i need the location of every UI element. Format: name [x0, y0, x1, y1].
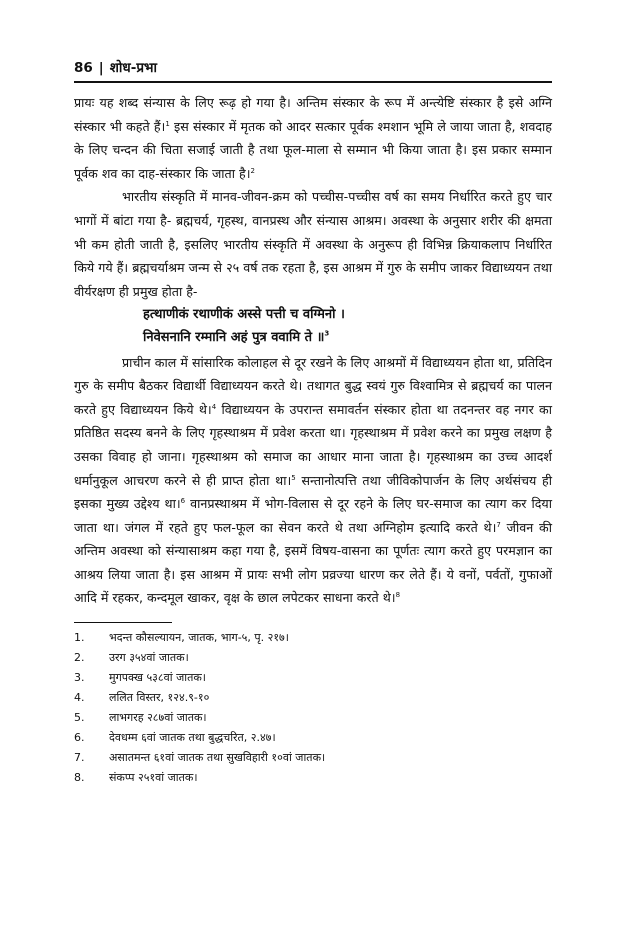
footnote-ref-4: 4 [211, 402, 217, 411]
paragraph-3-text-a: प्राचीन काल में सांसारिक कोलाहल से दूर रखने के लिए आश्रमों में विद्याध्ययन होता था, प्रतिदिन गुरु के समीप बैठकर विद्यार्थी विद्याध्ययन करते थे। तथागत बुद्ध स्वयं गुरु विश्वामित्र से ब्रह्मचर्य का पालन करते हुए विद्याध्ययन किये थे। [74, 354, 552, 417]
footnote-text: लाभगरह २८७वां जातक। [109, 711, 207, 725]
footnote-item [74, 688, 552, 708]
paragraph-2 [74, 185, 552, 303]
footnote-text: मुगपक्ख ५३८वां जातक। [109, 671, 206, 685]
paragraph-3-text-c: सन्तानोत्पत्ति तथा जीविकोपार्जन के लिए अर्थसंचय ही इसका मुख्य उद्देश्य था। [74, 472, 552, 512]
footnote-text: संकप्प २५१वां जातक। [109, 771, 198, 785]
footnote-number: 2. [74, 651, 85, 665]
footnote-number: 7. [74, 751, 85, 765]
footnote-number: 8. [74, 771, 85, 785]
footnote-item [74, 768, 552, 788]
verse-quote [74, 304, 552, 349]
footnote-item [74, 708, 552, 728]
footnote-number: 4. [74, 691, 85, 705]
paragraph-1 [74, 91, 552, 185]
footnote-item [74, 668, 552, 688]
paragraph-3-text-b: विद्याध्ययन के उपरान्त समावर्तन संस्कार होता था तदनन्तर वह नगर का प्रतिष्ठित सदस्य बनने के लिए गृहस्थाश्रम में प्रवेश करता था। गृहस्थाश्रम में प्रवेश करने का प्रमुख लक्षण है उसका विवाह हो जाना। गृहस्थाश्रम को समाज का आधार माना जाता है। गृहस्थाश्रम का उच्च आदर्श धर्मानुकूल आचरण करने से ही प्राप्त होता था। [74, 401, 552, 488]
footnote-number: 1. [74, 631, 85, 645]
footnote-text: भदन्त कौसल्यायन, जातक, भाग-५, पृ. २१७। [109, 631, 289, 645]
verse-line-2-text: निवेसनानि रम्मानि अहं पुत्र ववामि ते ॥ [143, 329, 325, 345]
footnote-ref-2: 2 [250, 166, 255, 175]
page [74, 58, 552, 788]
footnote-ref-8: 8 [395, 591, 401, 600]
page-number: 86 [74, 60, 93, 76]
footnote-text: असातमन्त ६१वां जातक तथा सुखविहारी १०वां जातक। [109, 751, 326, 765]
header-separator: | [98, 60, 104, 76]
paragraph-3 [74, 351, 552, 611]
footnote-item [74, 748, 552, 768]
paragraph-1-text-a: प्रायः यह शब्द संन्यास के लिए रूढ़ हो गया है। अन्तिम संस्कार के रूप में अन्त्येष्टि संस्कार है इसे अग्नि संस्कार भी कहते हैं। [74, 95, 552, 134]
paragraph-3-text-e: जीवन की अन्तिम अवस्था को संन्यासाश्रम कहा गया है, इसमें विषय-वासना का पूर्णतः त्याग करते हुए परमज्ञान का आश्रय लिया जाता है। इस आश्रम में प्रायः सभी लोग प्रव्रज्या धारण कर लेते हैं। ये वनों, पर्वतों, गुफाओं आदि में रहकर, कन्दमूल खाकर, वृक्ष के छाल लपेटकर साधना करते थे। [74, 519, 552, 606]
footnote-ref-3: 3 [324, 329, 330, 338]
footnote-item [74, 728, 552, 748]
footnote-ref-7: 7 [496, 520, 501, 529]
verse-line-1: हत्थाणीकं रथाणीकं अस्से पत्ती च वग्मिनो । [143, 307, 345, 323]
footnote-text: देवधम्म ६वां जातक तथा बुद्धचरित, २.४७। [109, 731, 276, 745]
footnote-item [74, 628, 552, 648]
footnote-number: 3. [74, 671, 85, 685]
footnote-number: 6. [74, 731, 85, 745]
footnote-number: 5. [74, 711, 85, 725]
footnote-ref-1: 1 [165, 119, 170, 128]
footnotes [74, 628, 552, 788]
paragraph-3-text-d: वानप्रस्थाश्रम में भोग-विलास से दूर रहने के लिए घर-समाज का त्याग कर दिया जाता था। जंगल में रहते हुए फल-फूल का सेवन करते थे तथा अग्निहोम इत्यादि करते थे। [74, 496, 552, 535]
paragraph-1-text-b: इस संस्कार में मृतक को आदर सत्कार पूर्वक श्मशान भूमि ले जाया जाता है, शवदाह के लिए चन्दन की चिता सजाई जाती है तथा फूल-माला से सम्मान भी किया जाता है। इस प्रकार सम्मान पूर्वक शव का दाह-संस्कार कि जाता है। [74, 118, 552, 181]
footnote-ref-5: 5 [291, 473, 296, 482]
body-text [74, 91, 552, 610]
footnote-text: उरग ३५४वां जातक। [109, 651, 189, 665]
journal-title: शोध-प्रभा [109, 60, 157, 76]
footnote-item [74, 648, 552, 668]
footnote-rule [74, 622, 172, 623]
footnote-text: ललित विस्तर, १२४.९-१० [109, 691, 210, 705]
verse-line-2 [143, 327, 552, 350]
running-header [74, 58, 552, 83]
paragraph-2-text: भारतीय संस्कृति में मानव-जीवन-क्रम को पच्चीस-पच्चीस वर्ष का समय निर्धारित करते हुए चार भागों में बांटा गया है- ब्रह्मचर्य, गृहस्थ, वानप्रस्थ और संन्यास आश्रम। अवस्था के अनुसार शरीर की क्षमता भी कम होती जाती है, इसलिए भारतीय संस्कृति में अवस्था के अनुरूप ही विभिन्न क्रियाकलाप निर्धारित किये गये हैं। ब्रह्मचर्याश्रम जन्म से २५ वर्ष तक रहता है, इस आश्रम में गुरु के समीप जाकर विद्याध्ययन तथा वीर्यरक्षण ही प्रमुख होता है- [74, 189, 552, 299]
footnote-ref-6: 6 [180, 496, 186, 505]
